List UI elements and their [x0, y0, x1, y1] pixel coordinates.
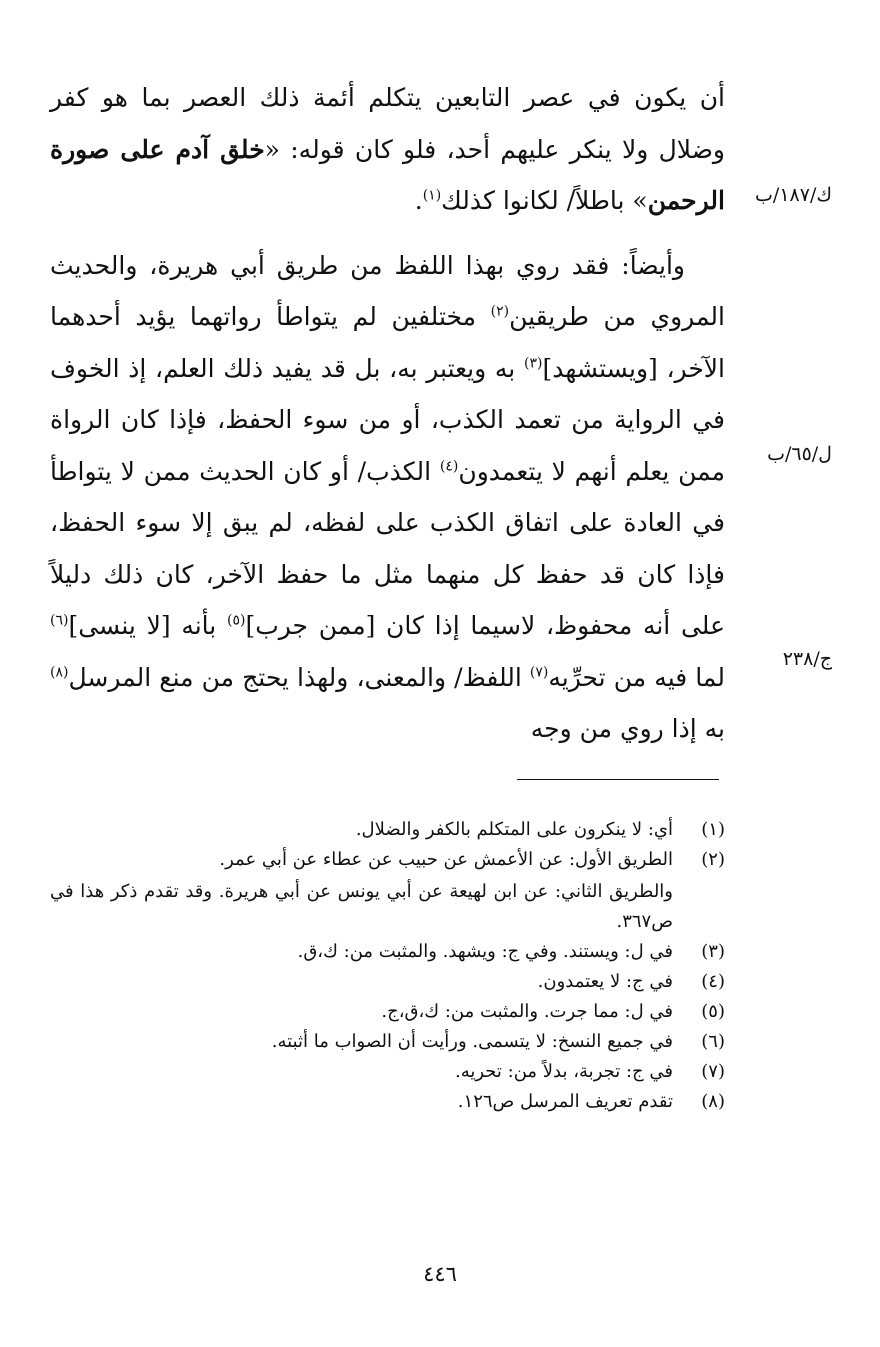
footnote-number: (٢): [701, 849, 725, 870]
footnote: [50, 1087, 725, 1117]
paragraph-2: [50, 240, 725, 755]
text-segment: لما فيه من تحرِّيه: [548, 662, 725, 692]
footnotes: [50, 815, 725, 1117]
footnote-ref[interactable]: (٦): [50, 612, 69, 629]
text-segment: الكذب/ أو كان الحديث ممن لا يتواطأ في العادة على اتفاق الكذب على لفظه، لم يبق إلا سوء الحفظ، فإذا كان قد حفظ كل منهما مثل ما حفظ الآخر، كان ذلك دليلاً على أنه محفوظ، لاسيما إذا كان [ممن جرب]: [50, 456, 725, 640]
footnote-number: (٣): [701, 941, 725, 962]
manuscript-marker: ك/١٨٧/ب: [755, 184, 832, 206]
text-segment: مختلفين لم يتواطأ رواتهما يؤيد أحدهما الآخر، [ويستشهد]: [50, 302, 725, 383]
footnote-ref[interactable]: (٧): [529, 664, 549, 681]
footnote-text: تقدم تعريف المرسل ص١٢٦.: [457, 1091, 673, 1112]
manuscript-marker: ج/٢٣٨: [782, 648, 832, 670]
footnote: [50, 1057, 725, 1087]
footnote-text: في جميع النسخ: لا يتسمى. ورأيت أن الصواب ما أثبته.: [271, 1031, 673, 1052]
footnote: [50, 937, 725, 967]
footnote-separator: [517, 779, 719, 780]
text-segment: اللفظ/ والمعنى، ولهذا يحتج من منع المرسل: [68, 662, 530, 692]
footnote-number: (١): [701, 819, 725, 840]
footnote-number: (٧): [701, 1061, 725, 1082]
page-number: ٤٤٦: [423, 1262, 457, 1286]
footnote-text: والطريق الثاني: عن ابن لهيعة عن أبي يونس عن أبي هريرة. وقد تقدم ذكر هذا في ص٣٦٧.: [50, 881, 673, 932]
footnote-ref[interactable]: (٨): [50, 664, 69, 681]
text-segment: بأنه [لا ينسى]: [68, 611, 227, 640]
main-text: [50, 72, 725, 755]
footnote-number: (٤): [701, 971, 725, 992]
footnote-continuation: [50, 877, 725, 937]
footnote: [50, 997, 725, 1027]
manuscript-marker: ل/٦٥/ب: [767, 443, 832, 465]
footnote: [50, 967, 725, 997]
footnote-ref[interactable]: (١): [422, 187, 442, 204]
footnote-number: (٨): [701, 1091, 725, 1112]
footnote: [50, 815, 725, 845]
footnote-text: في ج: لا يعتمدون.: [537, 971, 673, 992]
footnote: [50, 1027, 725, 1057]
text-segment: به ويعتبر به، بل قد يفيد ذلك العلم، إذ الخوف في الرواية من تعمد الكذب، أو من سوء الحفظ، فإذا كان الرواة ممن يعلم أنهم لا يتعمدون: [50, 353, 725, 486]
footnote-text: الطريق الأول: عن الأعمش عن حبيب عن عطاء عن أبي عمر.: [219, 849, 673, 870]
footnote-ref[interactable]: (٢): [490, 303, 510, 320]
text-segment: وأيضاً: فقد روي بهذا اللفظ من طريق أبي هريرة، والحديث المروي من طريقين: [50, 250, 725, 331]
text-segment: به إذا روي من وجه: [530, 714, 725, 743]
footnote-ref[interactable]: (٥): [226, 612, 246, 629]
footnote-number: (٦): [701, 1031, 725, 1052]
footnote-ref[interactable]: (٤): [439, 458, 459, 475]
footnote-ref[interactable]: (٣): [523, 355, 543, 372]
text-segment: » باطلاً/ لكانوا كذلك: [441, 186, 648, 215]
footnote-text: في ل: ويستند. وفي ج: ويشهد. والمثبت من: ك،ق.: [297, 941, 673, 962]
footnote: [50, 845, 725, 875]
text-segment: أن يكون في عصر التابعين يتكلم أئمة ذلك العصر بما هو كفر وضلال ولا ينكر عليهم أحد، فلو كان قوله: «: [50, 83, 725, 164]
hadith-quote: خلق آدم على صورة الرحمن: [50, 134, 725, 215]
footnote-text: في ج: تجربة، بدلاً من: تحريه.: [454, 1061, 673, 1082]
paragraph-1: [50, 72, 725, 227]
footnote-text: في ل: مما جرت. والمثبت من: ك،ق،ج.: [381, 1001, 673, 1022]
footnote-number: (٥): [701, 1001, 725, 1022]
footnote-text: أي: لا ينكرون على المتكلم بالكفر والضلال.: [355, 819, 673, 840]
text-segment: .: [414, 186, 423, 215]
